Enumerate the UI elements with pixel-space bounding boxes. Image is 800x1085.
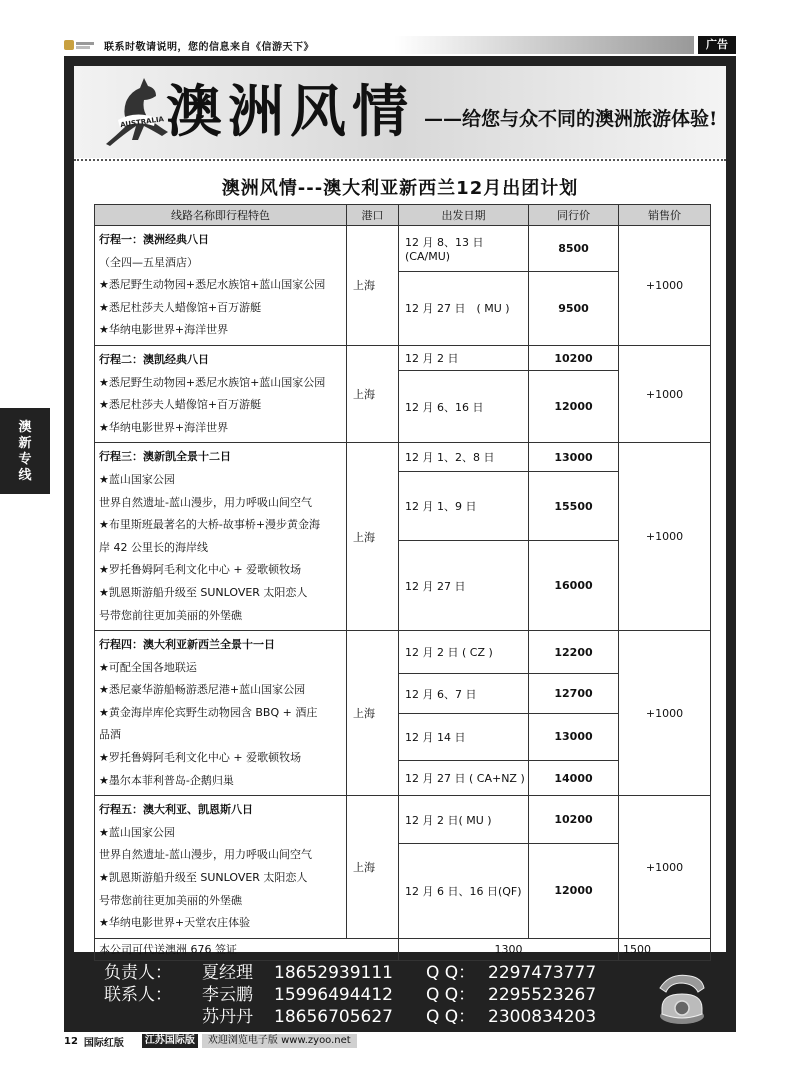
route-feature: 号带您前往更加美丽的外堡礁 (99, 608, 242, 622)
edition-tag: 江苏国际版 (142, 1034, 198, 1048)
contact2-phone: 18656705627 (274, 1007, 393, 1027)
kangaroo-logo-icon (98, 74, 174, 150)
route-feature: ★蓝山国家公园 (99, 472, 175, 486)
date-cell: 12 月 1、2、8 日 (399, 443, 529, 472)
contact-row (104, 984, 704, 1006)
route-feature: ★悉尼野生动物园+悉尼水族馆+蓝山国家公园 (99, 278, 326, 292)
contact1-name: 李云鹏 (202, 985, 253, 1005)
banner-slogan: ——给您与众不同的澳洲旅游体验! (424, 108, 718, 130)
header-port: 港口 (347, 205, 399, 226)
peer-price-cell: 8500 (529, 226, 619, 272)
route-feature: ★墨尔本菲利普岛-企鹅归巢 (99, 773, 234, 787)
header-gradient (394, 36, 694, 54)
route-name: 行程三：澳新凯全景十二日 (99, 450, 231, 464)
route-feature: ★布里斯班最著名的大桥-故事桥+漫步黄金海 (99, 518, 321, 532)
sale-price-cell: +1000 (619, 226, 711, 346)
peer-price-cell: 9500 (529, 271, 619, 345)
sale-price-cell: +1000 (619, 631, 711, 796)
peer-price-cell: 13000 (529, 443, 619, 472)
route-feature: 号带您前往更加美丽的外堡礁 (99, 893, 242, 907)
side-tab-label: 澳 新 专 线 (18, 420, 32, 483)
route-feature: ★蓝山国家公园 (99, 825, 175, 839)
port-cell: 上海 (347, 443, 399, 631)
date-cell: 12 月 2 日 ( CZ ) (399, 631, 529, 674)
route-feature: ★悉尼豪华游船畅游悉尼港+蓝山国家公园 (99, 683, 306, 697)
peer-price-cell: 12200 (529, 631, 619, 674)
header-route: 线路名称即行程特色 (95, 205, 347, 226)
port-cell: 上海 (347, 226, 399, 346)
peer-price-cell: 15500 (529, 471, 619, 540)
header-sale-price: 销售价 (619, 205, 711, 226)
contact-label-spacer (104, 1006, 202, 1028)
contact-row (104, 1006, 704, 1028)
publication-logo (64, 39, 96, 51)
route-feature: ★华纳电影世界+天堂农庄体验 (99, 916, 251, 930)
qq-label: Q Q： (426, 1007, 476, 1027)
route-feature: ★凯恩斯游船升级至 SUNLOVER 太阳恋人 (99, 585, 308, 599)
date-cell: 12 月 2 日( MU ) (399, 796, 529, 844)
page-number: 12 (64, 1035, 78, 1047)
peer-price-cell: 10200 (529, 796, 619, 844)
route-cell (95, 631, 347, 796)
plan-title: 澳洲风情---澳大利亚新西兰12月出团计划 (221, 178, 579, 199)
route-feature: 世界自然遗址-蓝山漫步，用力呼吸山间空气 (99, 495, 312, 509)
route-feature: ★罗托鲁姆阿毛利文化中心 + 爱歌顿牧场 (99, 563, 302, 577)
manager-phone: 18652939111 (274, 963, 393, 983)
qq-label: Q Q： (426, 985, 476, 1005)
port-cell: 上海 (347, 796, 399, 939)
header-peer-price: 同行价 (529, 205, 619, 226)
tour-schedule-table (94, 204, 711, 961)
route-cell (95, 796, 347, 939)
manager-qq: 2297473777 (488, 963, 597, 983)
header-date: 出发日期 (399, 205, 529, 226)
date-cell: 12 月 6、16 日 (399, 371, 529, 443)
route-name: 行程二：澳凯经典八日 (99, 352, 209, 366)
qq-label: Q Q： (426, 963, 476, 983)
visa-label: 本公司可代送澳洲 676 签证 (95, 938, 399, 960)
ad-tag: 广告 (698, 36, 736, 54)
header-notice: 联系时敬请说明，您的信息来自《信游天下》 (104, 41, 314, 53)
table-row (95, 226, 711, 272)
route-feature: ★黄金海岸库伦宾野生动物园含 BBQ + 酒庄 (99, 705, 318, 719)
peer-price-cell: 12000 (529, 843, 619, 938)
date-cell: 12 月 27 日 ( MU ) (399, 271, 529, 345)
port-cell: 上海 (347, 345, 399, 442)
website-link[interactable]: 欢迎浏览电子版 www.zyoo.net (202, 1034, 357, 1048)
peer-price-cell: 13000 (529, 713, 619, 760)
date-cell: 12 月 6 日、16 日(QF) (399, 843, 529, 938)
route-feature: 岸 42 公里长的海岸线 (99, 540, 208, 554)
side-tab (0, 408, 50, 494)
route-feature: 品酒 (99, 728, 121, 742)
contact2-name: 苏丹丹 (202, 1007, 253, 1027)
visa-peer-price: 1300 (399, 938, 619, 960)
kangaroo-badge-text: AUSTRALIA (119, 115, 165, 130)
banner-title: 澳洲风情 (166, 80, 414, 145)
route-feature: ★罗托鲁姆阿毛利文化中心 + 爱歌顿牧场 (99, 751, 302, 765)
peer-price-cell: 14000 (529, 761, 619, 796)
route-name: 行程一：澳洲经典八日 (99, 233, 209, 246)
contact2-qq: 2300834203 (488, 1007, 597, 1027)
route-feature: ★华纳电影世界+海洋世界 (99, 323, 229, 337)
route-name: 行程四：澳大利亚新西兰全景十一日 (99, 638, 275, 652)
manager-name: 夏经理 (202, 963, 253, 983)
date-cell: 12 月 6、7 日 (399, 674, 529, 713)
route-feature: ★悉尼杜莎夫人蜡像馆+百万游艇 (99, 398, 262, 412)
telephone-icon (652, 968, 708, 1026)
route-feature: ★可配全国各地联运 (99, 660, 197, 674)
sale-price-cell: +1000 (619, 796, 711, 939)
route-feature: （全四—五星酒店） (99, 255, 198, 269)
peer-price-cell: 10200 (529, 345, 619, 370)
banner (74, 66, 726, 158)
route-feature: 世界自然遗址-蓝山漫步，用力呼吸山间空气 (99, 848, 312, 862)
date-cell: 12 月 8、13 日(CA/MU) (399, 226, 529, 272)
content-panel (74, 66, 726, 957)
contact1-qq: 2295523267 (488, 985, 597, 1005)
sale-price-cell: +1000 (619, 345, 711, 442)
main-frame (64, 56, 736, 1032)
route-cell (95, 345, 347, 442)
route-name: 行程五：澳大利亚、凯恩斯八日 (99, 803, 253, 817)
table-row (95, 796, 711, 844)
peer-price-cell: 16000 (529, 541, 619, 631)
route-feature: ★悉尼杜莎夫人蜡像馆+百万游艇 (99, 300, 262, 314)
route-feature: ★华纳电影世界+海洋世界 (99, 420, 229, 434)
date-cell: 12 月 27 日 (399, 541, 529, 631)
sale-price-cell: +1000 (619, 443, 711, 631)
route-cell (95, 226, 347, 346)
contact-label: 联系人： (104, 985, 172, 1005)
table-row (95, 631, 711, 674)
footer (64, 1034, 464, 1048)
contact-block (104, 962, 704, 1028)
route-feature: ★凯恩斯游船升级至 SUNLOVER 太阳恋人 (99, 871, 308, 885)
date-cell: 12 月 2 日 (399, 345, 529, 370)
date-cell: 12 月 27 日 ( CA+NZ ) (399, 761, 529, 796)
port-cell: 上海 (347, 631, 399, 796)
top-strip (64, 36, 736, 54)
manager-label: 负责人： (104, 963, 172, 983)
table-row (95, 345, 711, 370)
dotted-divider (74, 159, 726, 161)
table-row (95, 443, 711, 472)
contact-row (104, 962, 704, 984)
table-header-row (95, 205, 711, 226)
visa-sale-price: 1500 (619, 938, 711, 960)
edition-name: 国际红版 (83, 1037, 124, 1049)
peer-price-cell: 12700 (529, 674, 619, 713)
date-cell: 12 月 1、9 日 (399, 471, 529, 540)
visa-row (95, 938, 711, 960)
route-cell (95, 443, 347, 631)
date-cell: 12 月 14 日 (399, 713, 529, 760)
route-feature: ★悉尼野生动物园+悉尼水族馆+蓝山国家公园 (99, 375, 326, 389)
contact1-phone: 15996494412 (274, 985, 393, 1005)
peer-price-cell: 12000 (529, 371, 619, 443)
